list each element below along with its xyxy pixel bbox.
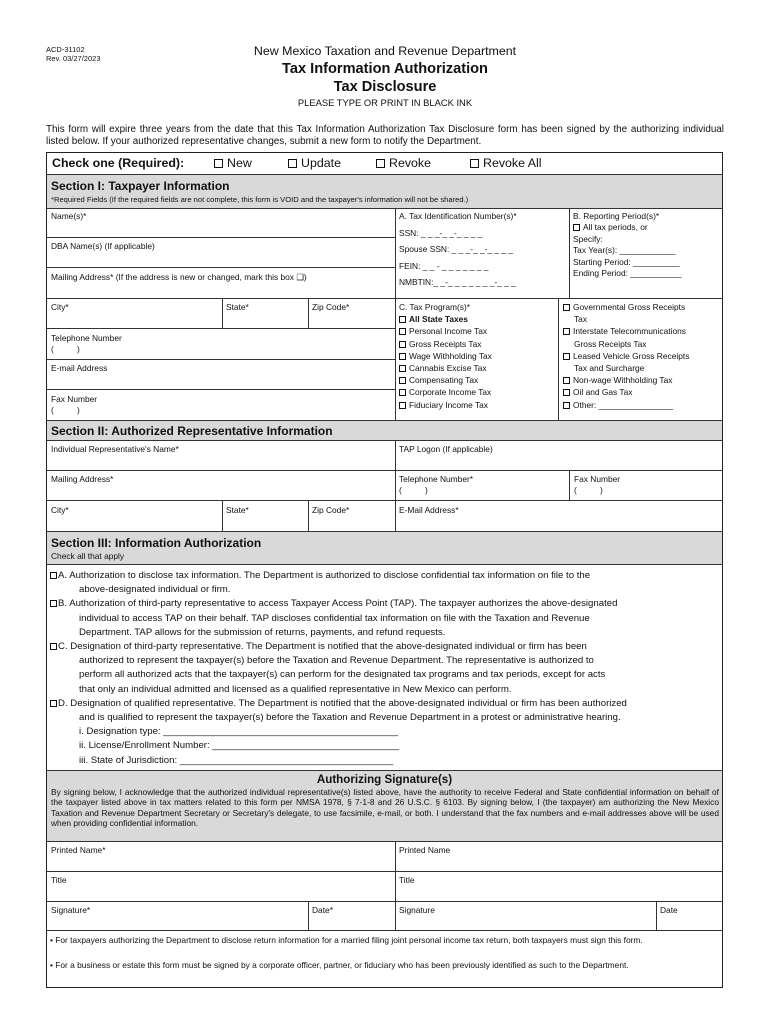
names-field[interactable]: Name(s)* <box>51 211 87 221</box>
form-subtitle: Tax Disclosure <box>333 79 437 95</box>
section2-title: Section II: Authorized Representative Information <box>51 424 333 438</box>
rep-zip-field[interactable]: Zip Code* <box>312 505 350 515</box>
mailing-address-field[interactable]: Mailing Address* (If the address is new or changed, mark this box ❑) <box>51 272 307 282</box>
program-item: Oil and Gas Tax <box>563 387 689 399</box>
form-title: Tax Information Authorization <box>282 61 488 77</box>
program-item: Non-wage Withholding Tax <box>563 375 689 387</box>
program-item: Fiduciary Income Tax <box>399 400 492 412</box>
rep-email-field[interactable]: E-Mail Address* <box>399 505 459 515</box>
checkbox-icon[interactable] <box>376 159 385 168</box>
section3-title: Section III: Information Authorization <box>51 536 262 550</box>
tax-programs-right[interactable]: Governmental Gross Receipts Tax Interstate Telecommunications Gross Receipts Tax Leased Vehicle Gross Receipts Tax and Surcharge Non-wage Withholding Tax Oil and Gas Tax Other: ________________ <box>563 302 689 412</box>
checkbox-icon[interactable] <box>288 159 297 168</box>
ink-instruction: PLEASE TYPE OR PRINT IN BLACK INK <box>297 97 473 108</box>
checkbox-icon[interactable] <box>573 224 580 231</box>
rep-phone-field[interactable]: Telephone Number* ( ) <box>399 474 474 495</box>
program-item: Corporate Income Tax <box>399 387 492 399</box>
checkbox-icon[interactable] <box>470 159 479 168</box>
title-2[interactable]: Title <box>399 875 415 885</box>
nmbtin-field: NMBTIN:_ _-_ _ _ _ _ _ _-_ _ _ <box>399 277 516 288</box>
reporting-period-cell[interactable]: B. Reporting Period(s)* All tax periods, or Specify: Tax Year(s): ____________ Starting Period: __________ Ending Period: ___________ <box>573 211 682 279</box>
agency-name: New Mexico Taxation and Revenue Department <box>253 44 517 58</box>
program-item: Cannabis Excise Tax <box>399 363 492 375</box>
telephone-field[interactable]: Telephone Number ( ) <box>51 333 122 354</box>
authorization-options: A. Authorization to disclose tax information. The Department is authorized to disclose confidential tax information on file to the above-designated individual or firm. B. Authorization of third-party representative to access Taxpayer Access Point (TAP). The taxpayer authorizes the above-designated individual to access TAP on their behalf. TAP discloses confidential tax information on file with the Taxation and Revenue Department. TAP allows for the submission of returns, payments, and refund requests. C. Designation of third-party representative. The Department is notified that the above-designated individual or firm has been authorized to represent the taxpayer(s) before the Taxation and Revenue Department. The representative is authorized to perform all authorized acts that the taxpayer(s) can perform for the designated tax programs and tax periods, except for acts that only an individual admitted and licensed as a qualified representative in New Mexico can perform. D. Designation of qualified representative. The Department is notified that the above-designated individual or firm has been authorized and is qualified to represent the taxpayer(s) before the Taxation and Revenue Department in a protest or administrative hearing. i. Designation type: ____________________________________________ ii. License/Enrollment Number: ___________________________________ iii. State of Jurisdiction: ________________________________________ <box>50 569 720 768</box>
program-all-state: All State Taxes <box>399 314 492 326</box>
signature-statement: By signing below, I acknowledge that the authorized individual representative(s) listed above, have the authority to receive Federal and State confidential information on behalf of the taxpayer listed above in tax matters related to this form per NMSA 1978, § 7-1-8 and 26 U.S.C. § 6103. By signing below, I (the taxpayer) am authorizing the New Mexico Taxation and Revenue Department Secretary or Secretary's delegate, to use facsimile, e-mail, or both. I understand that the fax numbers and e-mail addresses above will be used when providing confidential information. <box>51 787 719 829</box>
printed-name-2[interactable]: Printed Name <box>399 845 451 855</box>
form-number: ACD-31102 <box>46 45 85 54</box>
tax-programs-left[interactable]: C. Tax Program(s)* All State Taxes Personal Income Tax Gross Receipts Tax Wage Withholding Tax Cannabis Excise Tax Compensating Tax Corporate Income Tax Fiduciary Income Tax <box>399 302 492 412</box>
check-one-label: Check one (Required): <box>52 156 185 170</box>
date-1[interactable]: Date* <box>312 905 333 915</box>
tap-logon-field[interactable]: TAP Logon (If applicable) <box>399 444 493 454</box>
check-revoke-all[interactable]: Revoke All <box>470 156 542 170</box>
rep-fax-field[interactable]: Fax Number ( ) <box>574 474 621 495</box>
program-item: Wage Withholding Tax <box>399 351 492 363</box>
city-field[interactable]: City* <box>51 302 69 312</box>
signature-2[interactable]: Signature <box>399 905 435 915</box>
rep-state-field[interactable]: State* <box>226 505 249 515</box>
license-number-field: ii. License/Enrollment Number: ___________________________________ <box>79 740 400 752</box>
date-2[interactable]: Date <box>660 905 678 915</box>
expiry-notice: This form will expire three years from the date that this Tax Information Authorization Tax Disclosure form has been signed by the authorizing individual listed below. If your authorized representative changes, submit a new form to notify the Department. <box>46 124 724 148</box>
program-item: Other: ________________ <box>563 400 689 412</box>
checkbox-icon[interactable] <box>214 159 223 168</box>
section3-subtitle: Check all that apply <box>51 551 125 561</box>
check-new[interactable]: New <box>214 156 252 170</box>
ssn-field: SSN: _ _ _-_ _-_ _ _ _ <box>399 228 483 238</box>
spouse-ssn-field: Spouse SSN: _ _ _-_ _-_ _ _ _ <box>399 244 514 255</box>
signature-title: Authorizing Signature(s) <box>316 773 453 786</box>
option-b[interactable]: B. Authorization of third-party representative to access Taxpayer Access Point (TAP). The taxpayer authorizes the above-designated <box>50 597 720 611</box>
designation-type-field: i. Designation type: ____________________________________________ <box>79 726 399 738</box>
option-a[interactable]: A. Authorization to disclose tax information. The Department is authorized to disclose confidential tax information on file to the <box>50 569 720 583</box>
fein-field: FEIN: _ _ - _ _ _ _ _ _ _ <box>399 260 489 271</box>
tin-cell[interactable]: A. Tax Identification Number(s)* SSN: _ _ _-_ _-_ _ _ _ Spouse SSN: _ _ _-_ _-_ _ _ _ FEIN: _ _ - _ _ _ _ _ _ _ NMBTIN:_ _-_ _ _ _ _ _ _-_ _ _ <box>399 211 517 291</box>
email-field[interactable]: E-mail Address <box>51 363 108 373</box>
program-item: Leased Vehicle Gross Receipts <box>563 351 689 363</box>
dba-field[interactable]: DBA Name(s) (If applicable) <box>51 241 155 251</box>
form-revision: Rev. 03/27/2023 <box>46 54 101 63</box>
section1-title: Section I: Taxpayer Information <box>51 179 230 193</box>
check-update[interactable]: Update <box>288 156 341 170</box>
rep-city-field[interactable]: City* <box>51 505 69 515</box>
zip-field[interactable]: Zip Code* <box>312 302 350 312</box>
program-item: Governmental Gross Receipts <box>563 302 689 314</box>
program-item: Personal Income Tax <box>399 326 492 338</box>
printed-name-1[interactable]: Printed Name* <box>51 845 106 855</box>
state-field[interactable]: State* <box>226 302 249 312</box>
jurisdiction-field: iii. State of Jurisdiction: ________________________________________ <box>79 754 394 766</box>
signature-1[interactable]: Signature* <box>51 905 91 915</box>
section1-note: *Required Fields (If the required fields are not complete, this form is VOID and the taxpayer's information will not be shared.) <box>51 195 469 204</box>
rep-name-field[interactable]: Individual Representative's Name* <box>51 444 179 454</box>
option-c[interactable]: C. Designation of third-party representative. The Department is notified that the above-designated individual or firm has been <box>50 640 720 654</box>
program-item: Interstate Telecommunications <box>563 326 689 338</box>
footnote-joint: • For taxpayers authorizing the Department to disclose return information for a married filing joint personal income tax return, both taxpayers must sign this form. <box>50 935 643 945</box>
rep-mailing-field[interactable]: Mailing Address* <box>51 474 114 484</box>
fax-field[interactable]: Fax Number ( ) <box>51 394 98 415</box>
check-revoke[interactable]: Revoke <box>376 156 431 170</box>
title-1[interactable]: Title <box>51 875 67 885</box>
program-item: Compensating Tax <box>399 375 492 387</box>
option-d[interactable]: D. Designation of qualified representative. The Department is notified that the above-designated individual or firm has been authorized <box>50 697 720 711</box>
footnote-business: • For a business or estate this form must be signed by a corporate officer, partner, or fiduciary who has been previously identified as such to the Department. <box>50 960 629 970</box>
program-item: Gross Receipts Tax <box>399 339 492 351</box>
